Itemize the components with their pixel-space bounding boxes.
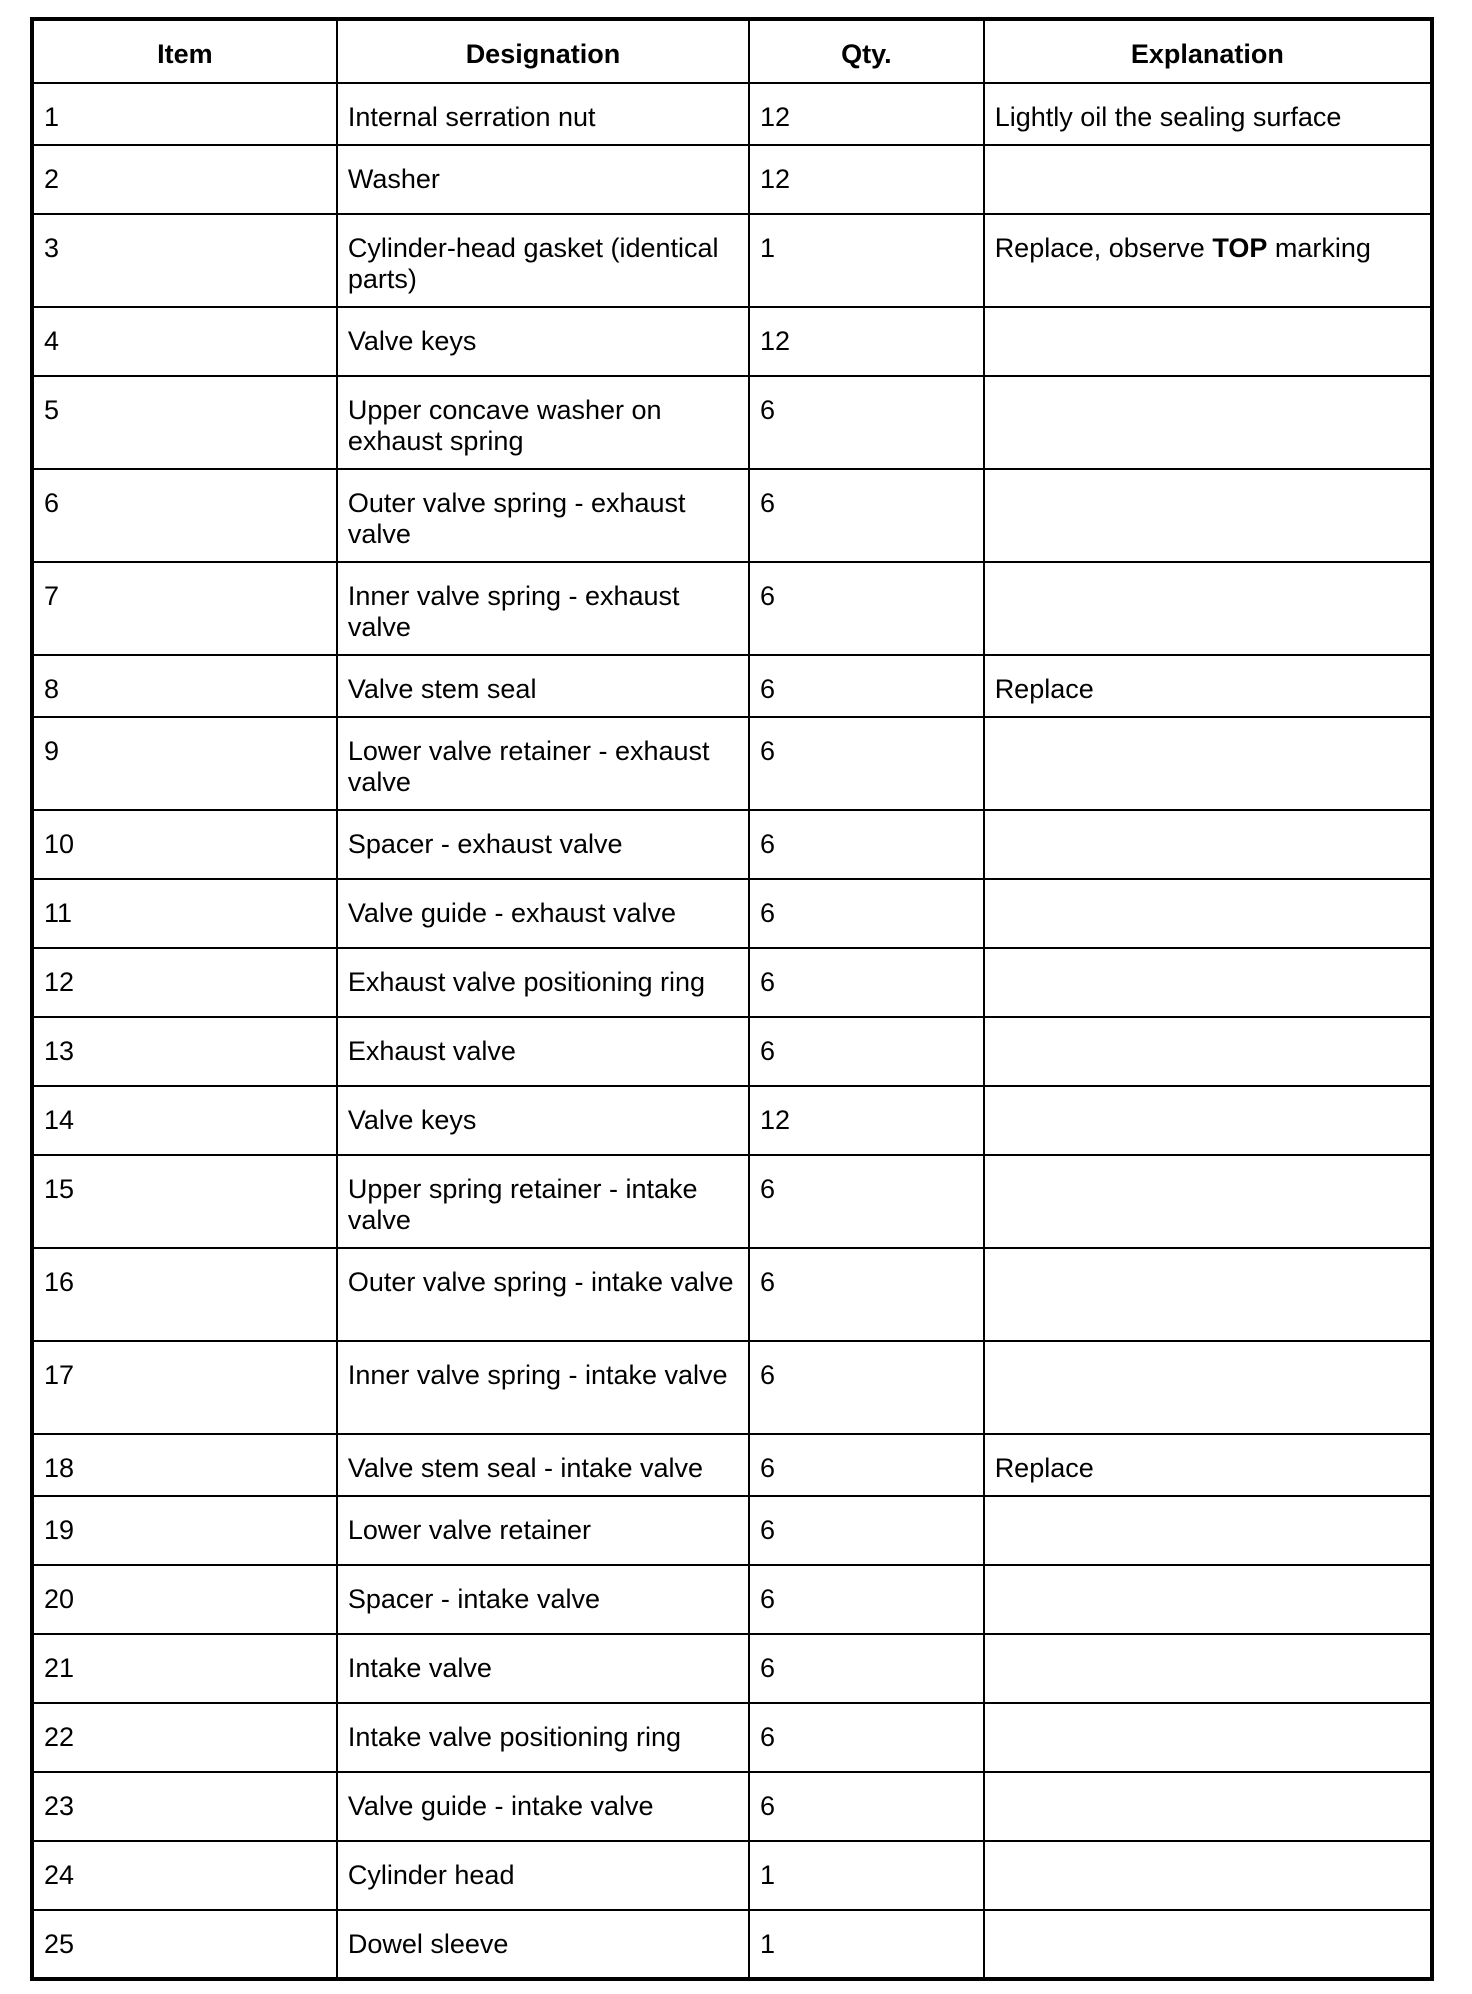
cell-qty: 6 [749,376,984,469]
cell-item: 25 [32,1910,337,1979]
cell-item: 3 [32,214,337,307]
cell-designation: Valve stem seal - intake valve [337,1434,749,1496]
table-row [32,214,1432,307]
cell-designation: Lower valve retainer - exhaust valve [337,717,749,810]
cell-item: 14 [32,1086,337,1155]
table-row [32,145,1432,214]
cell-qty: 6 [749,562,984,655]
cell-explanation [984,1017,1432,1086]
cell-explanation [984,810,1432,879]
cell-explanation [984,145,1432,214]
top-marking-label: TOP [1212,233,1268,263]
cell-explanation [984,1341,1432,1434]
cell-designation: Dowel sleeve [337,1910,749,1979]
cell-qty: 6 [749,1565,984,1634]
cell-explanation [984,1841,1432,1910]
table-row [32,1086,1432,1155]
cell-item: 17 [32,1341,337,1434]
explanation-text-post: marking [1267,233,1371,263]
cell-designation: Lower valve retainer [337,1496,749,1565]
cell-item: 19 [32,1496,337,1565]
cell-item: 16 [32,1248,337,1341]
cell-item: 9 [32,717,337,810]
cell-qty: 6 [749,1634,984,1703]
header-designation: Designation [337,19,749,83]
cell-item: 23 [32,1772,337,1841]
table-row [32,1703,1432,1772]
table-row [32,469,1432,562]
table-row [32,1248,1432,1341]
cell-item: 6 [32,469,337,562]
cell-qty: 6 [749,810,984,879]
cell-qty: 1 [749,1910,984,1979]
cell-designation: Washer [337,145,749,214]
cell-explanation [984,1703,1432,1772]
cell-designation: Valve guide - intake valve [337,1772,749,1841]
cell-qty: 12 [749,307,984,376]
table-row [32,83,1432,145]
cell-item: 12 [32,948,337,1017]
parts-table [30,17,1434,1981]
cell-explanation [984,717,1432,810]
cell-qty: 6 [749,948,984,1017]
cell-item: 21 [32,1634,337,1703]
cell-qty: 1 [749,1841,984,1910]
cell-qty: 1 [749,214,984,307]
cell-explanation [984,1772,1432,1841]
table-row [32,810,1432,879]
cell-designation: Exhaust valve positioning ring [337,948,749,1017]
cell-designation: Intake valve positioning ring [337,1703,749,1772]
cell-explanation [984,469,1432,562]
cell-qty: 6 [749,655,984,717]
cell-item: 10 [32,810,337,879]
table-row [32,1634,1432,1703]
header-row [32,19,1432,83]
cell-explanation [984,1496,1432,1565]
cell-item: 2 [32,145,337,214]
cell-explanation [984,1248,1432,1341]
cell-designation: Inner valve spring - exhaust valve [337,562,749,655]
header-explanation: Explanation [984,19,1432,83]
table-row [32,1841,1432,1910]
table-row [32,1155,1432,1248]
cell-qty: 6 [749,1772,984,1841]
cell-item: 5 [32,376,337,469]
table-row [32,1017,1432,1086]
cell-designation: Internal serration nut [337,83,749,145]
cell-explanation [984,307,1432,376]
cell-qty: 6 [749,1434,984,1496]
table-row [32,948,1432,1017]
cell-explanation: Replace [984,1434,1432,1496]
cell-designation: Cylinder head [337,1841,749,1910]
cell-qty: 12 [749,83,984,145]
cell-qty: 12 [749,145,984,214]
cell-designation: Valve keys [337,307,749,376]
cell-qty: 12 [749,1086,984,1155]
cell-qty: 6 [749,717,984,810]
table-row [32,1434,1432,1496]
cell-designation: Spacer - intake valve [337,1565,749,1634]
cell-item: 7 [32,562,337,655]
cell-designation: Intake valve [337,1634,749,1703]
table-row [32,1772,1432,1841]
cell-qty: 6 [749,1248,984,1341]
table-row [32,562,1432,655]
cell-item: 22 [32,1703,337,1772]
cell-explanation: Replace [984,655,1432,717]
cell-designation: Valve guide - exhaust valve [337,879,749,948]
cell-designation: Exhaust valve [337,1017,749,1086]
table-row [32,1910,1432,1979]
cell-item: 11 [32,879,337,948]
cell-explanation [984,214,1432,307]
cell-designation: Outer valve spring - intake valve [337,1248,749,1341]
table-row [32,1565,1432,1634]
cell-item: 15 [32,1155,337,1248]
table-row [32,1341,1432,1434]
cell-designation: Cylinder-head gasket (identical parts) [337,214,749,307]
cell-designation: Valve keys [337,1086,749,1155]
cell-explanation [984,1910,1432,1979]
cell-item: 20 [32,1565,337,1634]
cell-qty: 6 [749,1155,984,1248]
explanation-text-pre: Replace, observe [994,233,1213,263]
table-row [32,307,1432,376]
cell-designation: Upper spring retainer - intake valve [337,1155,749,1248]
cell-qty: 6 [749,1496,984,1565]
cell-item: 24 [32,1841,337,1910]
cell-designation: Outer valve spring - exhaust valve [337,469,749,562]
cell-explanation [984,562,1432,655]
cell-item: 1 [32,83,337,145]
table-row [32,655,1432,717]
cell-qty: 6 [749,879,984,948]
cell-designation: Spacer - exhaust valve [337,810,749,879]
cell-qty: 6 [749,1017,984,1086]
cell-explanation [984,1155,1432,1248]
cell-designation: Inner valve spring - intake valve [337,1341,749,1434]
table-row [32,376,1432,469]
cell-explanation [984,1634,1432,1703]
table-row [32,879,1432,948]
cell-explanation [984,879,1432,948]
cell-explanation: Lightly oil the sealing surface [984,83,1432,145]
cell-qty: 6 [749,469,984,562]
table-row [32,1496,1432,1565]
cell-qty: 6 [749,1341,984,1434]
table-row [32,717,1432,810]
cell-explanation [984,1565,1432,1634]
cell-item: 4 [32,307,337,376]
cell-designation: Valve stem seal [337,655,749,717]
cell-explanation [984,376,1432,469]
cell-item: 8 [32,655,337,717]
cell-explanation [984,1086,1432,1155]
cell-item: 13 [32,1017,337,1086]
header-item: Item [32,19,337,83]
cell-item: 18 [32,1434,337,1496]
header-qty: Qty. [749,19,984,83]
cell-explanation [984,948,1432,1017]
cell-designation: Upper concave washer on exhaust spring [337,376,749,469]
cell-qty: 6 [749,1703,984,1772]
